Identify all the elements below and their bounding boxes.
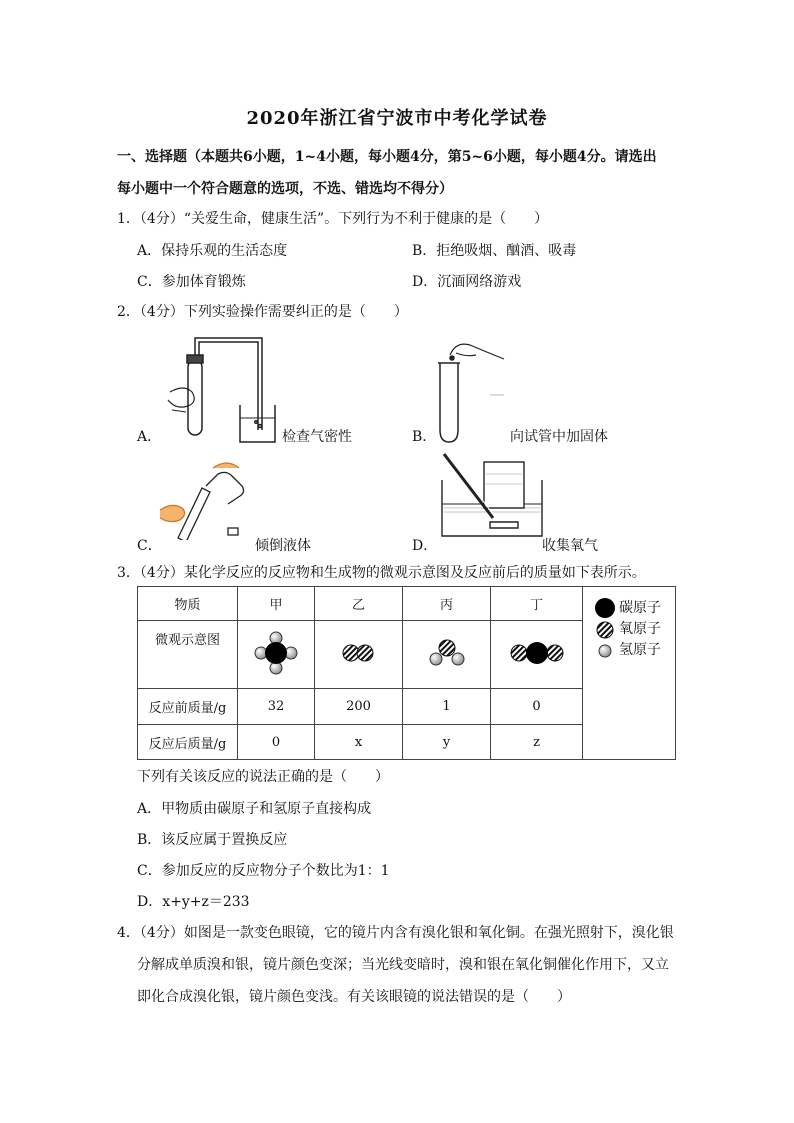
oxygen-molecule-icon bbox=[339, 641, 379, 665]
oxygen-atom-icon bbox=[593, 620, 619, 640]
q3-option-b[interactable]: B．该反应属于置换反应 bbox=[137, 832, 288, 848]
hydrogen-atom-icon bbox=[593, 641, 619, 661]
q2-option-b-caption: 向试管中加固体 bbox=[510, 429, 608, 445]
table-cell-after-ding: z bbox=[491, 725, 583, 760]
table-cell-after-bing: y bbox=[403, 725, 491, 760]
q2-option-d-caption: 收集氧气 bbox=[542, 538, 598, 554]
legend-hydrogen: 氢原子 bbox=[619, 642, 661, 658]
q1-option-a[interactable]: A．保持乐观的生活态度 bbox=[137, 243, 288, 259]
q1-option-c[interactable]: C．参加体育锻炼 bbox=[137, 274, 246, 290]
water-molecule-icon bbox=[425, 637, 469, 669]
table-cell-after-yi: x bbox=[315, 725, 403, 760]
table-cell-before-ding: 0 bbox=[491, 689, 583, 725]
q3-option-c[interactable]: C．参加反应的反应物分子个数比为1：1 bbox=[137, 863, 390, 879]
molecule-yi-o2 bbox=[315, 621, 403, 689]
table-cell-before-bing: 1 bbox=[403, 689, 491, 725]
methane-molecule-icon bbox=[251, 628, 301, 678]
table-header-bing: 丙 bbox=[403, 587, 491, 621]
table-header-jia: 甲 bbox=[238, 587, 315, 621]
table-row-label-micro: 微观示意图 bbox=[138, 621, 238, 689]
q3-option-d[interactable]: D．x+y+z＝233 bbox=[137, 894, 250, 910]
q1-option-d[interactable]: D．沉湎网络游戏 bbox=[412, 274, 522, 290]
table-row-label-after: 反应后质量/g bbox=[138, 725, 238, 760]
q2-option-c-letter[interactable]: C． bbox=[137, 538, 162, 554]
q2-option-a-caption: 检查气密性 bbox=[282, 429, 352, 445]
q1-option-b[interactable]: B．拒绝吸烟、酗酒、吸毒 bbox=[412, 243, 577, 259]
atom-legend bbox=[583, 587, 676, 760]
figure-pour-liquid bbox=[158, 460, 248, 540]
q2-stem: 2．（4分）下列实验操作需要纠正的是（ ） bbox=[117, 304, 408, 320]
table-row-label-before: 反应前质量/g bbox=[138, 689, 238, 725]
q1-stem: 1．（4分）“关爱生命，健康生活”。下列行为不利于健康的是（ ） bbox=[117, 211, 549, 227]
reaction-table bbox=[137, 586, 676, 760]
q3-stem: 3．（4分）某化学反应的反应物和生成物的微观示意图及反应前后的质量如下表所示。 bbox=[117, 565, 646, 581]
section-heading-line2: 每小题中一个符合题意的选项，不选、错选均不得分） bbox=[117, 181, 453, 197]
q2-option-c-caption: 倾倒液体 bbox=[255, 538, 311, 554]
q4-stem-line2: 分解成单质溴和银，镜片颜色变深；当光线变暗时，溴和银在氧化铜催化作用下，又立 bbox=[137, 957, 669, 973]
q4-stem-line3: 即化合成溴化银，镜片颜色变浅。有关该眼镜的说法错误的是（ ） bbox=[137, 989, 571, 1005]
table-header-ding: 丁 bbox=[491, 587, 583, 621]
figure-check-airtightness bbox=[160, 330, 280, 445]
page-title: 2020年浙江省宁波市中考化学试卷 bbox=[246, 108, 548, 129]
carbon-atom-icon bbox=[593, 597, 619, 619]
q3-option-a[interactable]: A．甲物质由碳原子和氢原子直接构成 bbox=[137, 801, 372, 817]
q2-option-d-letter[interactable]: D． bbox=[412, 538, 438, 554]
carbon-dioxide-molecule-icon bbox=[507, 639, 567, 667]
molecule-jia-ch4 bbox=[238, 621, 315, 689]
q4-stem-line1: 4．（4分）如图是一款变色眼镜，它的镜片内含有溴化银和氧化铜。在强光照射下，溴化银 bbox=[117, 925, 674, 941]
molecule-bing-h2o bbox=[403, 621, 491, 689]
legend-carbon: 碳原子 bbox=[619, 599, 661, 616]
molecule-ding-co2 bbox=[491, 621, 583, 689]
table-cell-before-jia: 32 bbox=[238, 689, 315, 725]
table-cell-before-yi: 200 bbox=[315, 689, 403, 725]
q2-option-a-letter[interactable]: A． bbox=[137, 429, 162, 445]
table-header-substance: 物质 bbox=[138, 587, 238, 621]
section-heading-line1: 一、选择题（本题共6小题，1~4小题，每小题4分，第5~6小题，每小题4分。请选出 bbox=[117, 149, 657, 165]
q3-prompt: 下列有关该反应的说法正确的是（ ） bbox=[137, 769, 389, 785]
legend-oxygen: 氧原子 bbox=[619, 621, 661, 637]
figure-collect-oxygen bbox=[438, 452, 548, 544]
table-cell-after-jia: 0 bbox=[238, 725, 315, 760]
figure-add-solid-to-test-tube bbox=[430, 335, 520, 445]
table-header-yi: 乙 bbox=[315, 587, 403, 621]
q2-option-b-letter[interactable]: B． bbox=[412, 429, 437, 445]
